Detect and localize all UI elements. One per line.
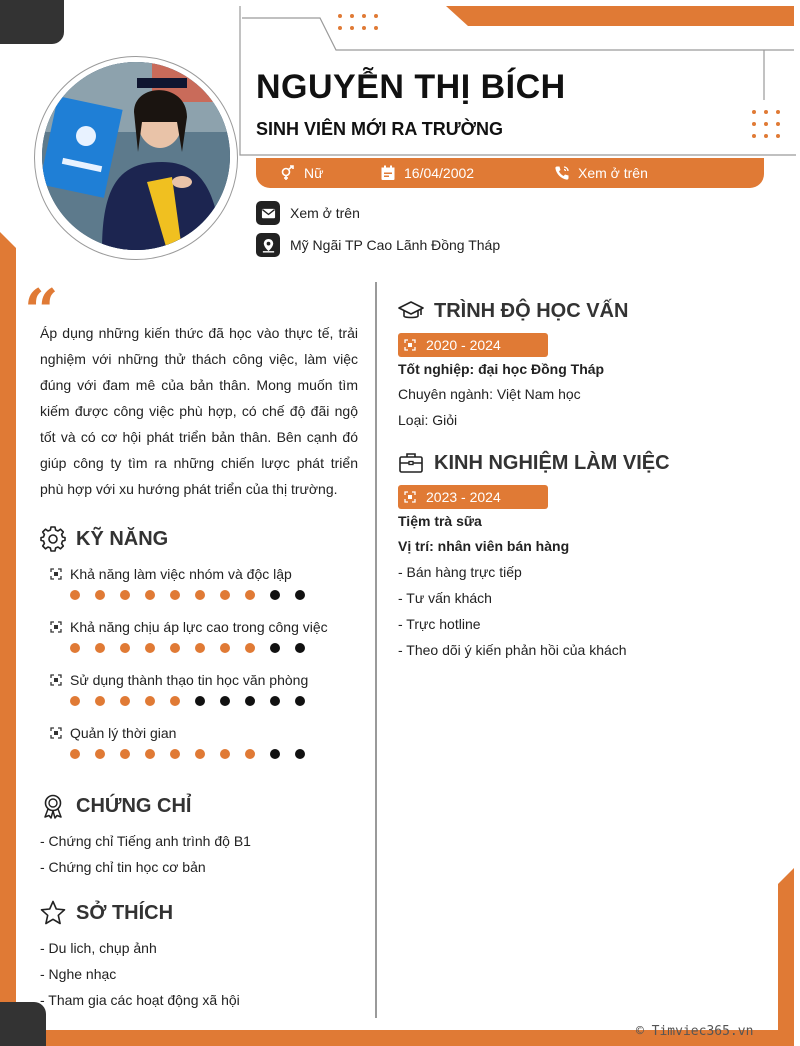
skill-label: Khả năng chịu áp lực cao trong công việc [70, 619, 328, 635]
dot-pattern-right [752, 110, 780, 138]
rating-dot-filled [170, 749, 180, 759]
education-heading: TRÌNH ĐỘ HỌC VẤN [434, 299, 629, 322]
bullet-icon [50, 621, 62, 633]
certificates-heading-row [40, 793, 191, 819]
address-row [256, 233, 500, 257]
rating-dot-filled [120, 696, 130, 706]
phone-icon [554, 165, 570, 181]
career-objective: Áp dụng những kiến thức đã học vào thực tế, trải nghiệm với những thử thách công việc, làm việc đúng với đam mê của bản thân. Mong muốn tìm kiếm được công việc phù hợp, có chế độ đãi ngộ tốt và có cơ hội phát triển bản thân. Bên cạnh đó giúp công ty tìm ra những chiến lược phát triển phù hợp với xu hướng phát triển của thị trường. [40, 325, 358, 497]
duty-item: - Trực hotline [398, 616, 481, 632]
gender-value: Nữ [304, 165, 324, 181]
location-icon [256, 233, 280, 257]
rating-dot-filled [70, 696, 80, 706]
experience-heading-row [398, 450, 670, 476]
rating-dot-filled [95, 643, 105, 653]
calendar-icon [380, 165, 396, 181]
skills-heading-row [40, 526, 168, 552]
rating-dot-empty [295, 643, 305, 653]
bullet-icon [50, 727, 62, 739]
skill-label: Quản lý thời gian [70, 725, 177, 741]
award-icon [40, 793, 66, 819]
dot-pattern-top [338, 14, 378, 30]
rating-dot-filled [245, 590, 255, 600]
candidate-title: SINH VIÊN MỚI RA TRƯỜNG [256, 119, 503, 139]
certificate-item: - Chứng chỉ Tiếng anh trình độ B1 [40, 833, 251, 849]
briefcase-icon [398, 450, 424, 476]
certificates-heading: CHỨNG CHỈ [76, 794, 192, 817]
experience-heading: KINH NGHIỆM LÀM VIỆC [434, 451, 670, 474]
rating-dot-filled [170, 643, 180, 653]
rating-dot-filled [245, 749, 255, 759]
rating-dot-empty [270, 590, 280, 600]
hobby-item: - Nghe nhạc [40, 966, 117, 982]
education-school-line [398, 361, 604, 377]
skill-label: Sử dụng thành thạo tin học văn phòng [70, 672, 309, 688]
skill-item [50, 672, 308, 688]
skill-rating [70, 749, 305, 759]
rating-dot-filled [145, 590, 155, 600]
gear-icon [40, 526, 66, 552]
avatar [42, 62, 230, 250]
rating-dot-filled [220, 749, 230, 759]
gender-info [280, 158, 323, 188]
job-position: Vị trí: nhân viên bán hàng [398, 538, 570, 554]
rating-dot-empty [270, 696, 280, 706]
skill-item [50, 725, 176, 741]
corner-decoration-bottom-left [0, 1002, 46, 1046]
bullet-icon [50, 674, 62, 686]
rating-dot-filled [120, 749, 130, 759]
rating-dot-filled [170, 696, 180, 706]
education-period-badge [398, 333, 548, 357]
school-name: đại học Đồng Tháp [478, 361, 605, 377]
education-heading-row [398, 298, 628, 324]
right-accent-bar [778, 868, 794, 1046]
graduation-cap-icon [398, 298, 424, 324]
rating-dot-filled [220, 643, 230, 653]
skill-label: Khả năng làm việc nhóm và độc lập [70, 566, 292, 582]
rating-dot-filled [95, 590, 105, 600]
rating-dot-filled [220, 590, 230, 600]
experience-period-badge [398, 485, 548, 509]
certificate-item: - Chứng chỉ tin học cơ bản [40, 859, 206, 875]
rating-dot-filled [195, 590, 205, 600]
bullet-icon [404, 339, 416, 351]
rating-dot-empty [220, 696, 230, 706]
rating-dot-empty [295, 749, 305, 759]
rating-dot-empty [245, 696, 255, 706]
birthdate-info [380, 158, 474, 188]
rating-dot-empty [295, 590, 305, 600]
rating-dot-empty [270, 749, 280, 759]
rating-dot-filled [120, 643, 130, 653]
bullet-icon [404, 491, 416, 503]
rating-dot-filled [195, 643, 205, 653]
corner-decoration-top-left [0, 0, 64, 44]
rating-dot-filled [245, 643, 255, 653]
duty-item: - Tư vấn khách [398, 590, 492, 606]
skill-rating [70, 696, 305, 706]
rating-dot-empty [195, 696, 205, 706]
education-period: 2020 - 2024 [426, 337, 501, 353]
quote-icon: “ [24, 277, 59, 347]
rating-dot-empty [270, 643, 280, 653]
skill-rating [70, 643, 305, 653]
hobby-item: - Tham gia các hoạt động xã hội [40, 992, 240, 1008]
rating-dot-filled [195, 749, 205, 759]
duty-item: - Theo dõi ý kiến phản hồi của khách [398, 642, 627, 658]
rating-dot-filled [170, 590, 180, 600]
graduated-label: Tốt nghiệp: [398, 361, 475, 377]
rating-dot-filled [95, 749, 105, 759]
email-value: Xem ở trên [290, 205, 360, 221]
company-name: Tiệm trà sữa [398, 513, 482, 529]
email-icon [256, 201, 280, 225]
skill-item [50, 619, 328, 635]
rating-dot-filled [95, 696, 105, 706]
rating-dot-filled [70, 590, 80, 600]
birthdate-value: 16/04/2002 [404, 165, 475, 181]
bullet-icon [50, 568, 62, 580]
rating-dot-filled [70, 643, 80, 653]
personal-info-bar [256, 158, 764, 188]
rating-dot-filled [145, 749, 155, 759]
phone-value: Xem ở trên [578, 165, 648, 181]
column-divider [375, 282, 377, 1018]
rating-dot-empty [295, 696, 305, 706]
rating-dot-filled [145, 696, 155, 706]
address-value: Mỹ Ngãi TP Cao Lãnh Đồng Tháp [290, 237, 501, 253]
duty-item: - Bán hàng trực tiếp [398, 564, 522, 580]
education-grade: Loại: Giỏi [398, 412, 458, 428]
star-icon [40, 900, 66, 926]
email-row [256, 201, 360, 225]
experience-period: 2023 - 2024 [426, 489, 501, 505]
left-accent-bar [0, 232, 16, 1046]
rating-dot-filled [120, 590, 130, 600]
hobbies-heading: SỞ THÍCH [76, 901, 174, 924]
skill-rating [70, 590, 305, 600]
skill-item [50, 566, 292, 582]
skills-heading: KỸ NĂNG [76, 527, 169, 550]
watermark: © Timviec365.vn [636, 1024, 754, 1039]
phone-info [554, 158, 648, 188]
education-major: Chuyên ngành: Việt Nam học [398, 386, 581, 402]
rating-dot-filled [145, 643, 155, 653]
gender-icon [280, 165, 296, 181]
hobbies-heading-row [40, 900, 173, 926]
candidate-name: NGUYỄN THỊ BÍCH [256, 68, 566, 106]
rating-dot-filled [70, 749, 80, 759]
hobby-item: - Du lich, chụp ảnh [40, 940, 157, 956]
